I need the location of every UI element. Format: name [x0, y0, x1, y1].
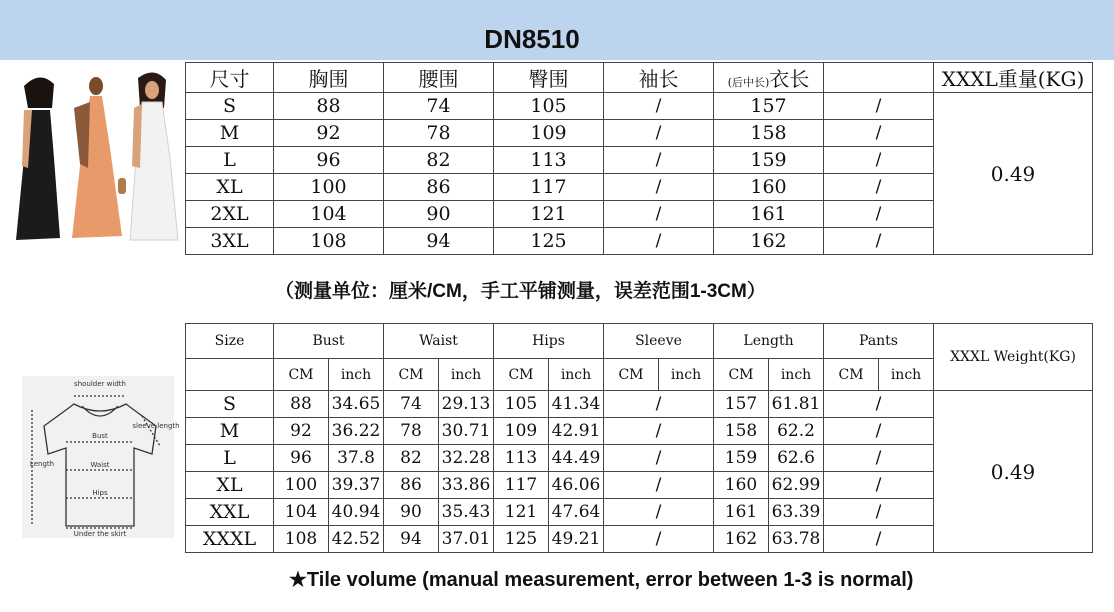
header-waist: Waist: [384, 324, 494, 359]
value-cell: /: [824, 93, 934, 120]
value-cell: 125: [494, 526, 549, 553]
weight-value: 0.49: [934, 93, 1093, 255]
value-cell: 161: [714, 201, 824, 228]
unit-cm: CM: [824, 359, 879, 391]
header-length: [714, 63, 824, 93]
unit-inch: inch: [549, 359, 604, 391]
measurement-note-cn: （测量单位：厘米/CM，手工平铺测量，误差范围1-3CM）: [275, 281, 766, 302]
value-cell: 157: [714, 93, 824, 120]
unit-inch: inch: [659, 359, 714, 391]
value-cell: 158: [714, 120, 824, 147]
header-sleeve: Sleeve: [604, 324, 714, 359]
value-cell: /: [604, 391, 714, 418]
value-cell: 105: [494, 391, 549, 418]
table-row: [186, 391, 1093, 418]
value-cell: /: [824, 147, 934, 174]
value-cell: 104: [274, 201, 384, 228]
value-cell: 78: [384, 120, 494, 147]
value-cell: /: [604, 418, 714, 445]
sketch-length-label: Length: [29, 460, 55, 468]
value-cell: 158: [714, 418, 769, 445]
footer-note: ★Tile volume (manual measurement, error between 1-3 is normal): [289, 569, 914, 591]
product-code-title: DN8510: [484, 24, 580, 54]
size-cell: XXXL: [186, 526, 274, 553]
unit-inch: inch: [329, 359, 384, 391]
value-cell: 92: [274, 418, 329, 445]
weight-value: 0.49: [934, 391, 1093, 553]
size-cell: S: [186, 391, 274, 418]
value-cell: 78: [384, 418, 439, 445]
size-cell: 3XL: [186, 228, 274, 255]
header-weight: XXXL重量(KG): [934, 63, 1093, 93]
header-blank: [824, 63, 934, 93]
value-cell: 162: [714, 228, 824, 255]
unit-cm: CM: [604, 359, 659, 391]
size-cell: XXL: [186, 499, 274, 526]
value-cell: 82: [384, 445, 439, 472]
value-cell: 160: [714, 472, 769, 499]
sketch-shoulder-label: shoulder width: [74, 380, 126, 388]
length-label: 衣长: [769, 67, 810, 91]
value-cell: 47.64: [549, 499, 604, 526]
size-cell: S: [186, 93, 274, 120]
product-photo: [10, 68, 180, 250]
sketch-sleeve-label: sleeve length: [132, 422, 180, 430]
value-cell: 162: [714, 526, 769, 553]
size-cell: 2XL: [186, 201, 274, 228]
value-cell: 88: [274, 93, 384, 120]
value-cell: /: [824, 472, 934, 499]
value-cell: 108: [274, 526, 329, 553]
table-row: [186, 93, 1093, 120]
value-cell: /: [604, 445, 714, 472]
header-waist: 腰围: [384, 63, 494, 93]
value-cell: 39.37: [329, 472, 384, 499]
value-cell: 63.39: [769, 499, 824, 526]
value-cell: 159: [714, 147, 824, 174]
measurement-sketch: [22, 376, 180, 538]
value-cell: 159: [714, 445, 769, 472]
header-hips: Hips: [494, 324, 604, 359]
value-cell: /: [604, 174, 714, 201]
value-cell: 37.8: [329, 445, 384, 472]
value-cell: /: [824, 445, 934, 472]
value-cell: 35.43: [439, 499, 494, 526]
value-cell: /: [604, 147, 714, 174]
value-cell: 117: [494, 472, 549, 499]
header-length: Length: [714, 324, 824, 359]
value-cell: 30.71: [439, 418, 494, 445]
value-cell: /: [824, 120, 934, 147]
value-cell: /: [604, 228, 714, 255]
value-cell: /: [604, 472, 714, 499]
value-cell: /: [604, 93, 714, 120]
size-table-en: [185, 323, 1093, 553]
value-cell: 113: [494, 147, 604, 174]
value-cell: 74: [384, 93, 494, 120]
value-cell: 32.28: [439, 445, 494, 472]
header-sleeve: 袖长: [604, 63, 714, 93]
unit-cm: CM: [714, 359, 769, 391]
value-cell: 61.81: [769, 391, 824, 418]
value-cell: 121: [494, 499, 549, 526]
model-black-jumpsuit: [16, 77, 60, 240]
value-cell: 96: [274, 445, 329, 472]
sketch-under-label: Under the skirt: [73, 530, 127, 538]
unit-cm: CM: [384, 359, 439, 391]
value-cell: 104: [274, 499, 329, 526]
value-cell: 157: [714, 391, 769, 418]
value-cell: 37.01: [439, 526, 494, 553]
header-bust: 胸围: [274, 63, 384, 93]
unit-blank: [186, 359, 274, 391]
value-cell: 62.99: [769, 472, 824, 499]
value-cell: /: [824, 201, 934, 228]
unit-inch: inch: [439, 359, 494, 391]
header-hips: 臀围: [494, 63, 604, 93]
header-pants: Pants: [824, 324, 934, 359]
header-bust: Bust: [274, 324, 384, 359]
value-cell: /: [824, 418, 934, 445]
value-cell: 44.49: [549, 445, 604, 472]
value-cell: 36.22: [329, 418, 384, 445]
value-cell: 63.78: [769, 526, 824, 553]
size-cell: XL: [186, 174, 274, 201]
value-cell: 109: [494, 418, 549, 445]
model-white-jumpsuit: [130, 72, 178, 240]
value-cell: 88: [274, 391, 329, 418]
value-cell: 74: [384, 391, 439, 418]
table-header-row: [186, 63, 1093, 93]
value-cell: 92: [274, 120, 384, 147]
value-cell: 41.34: [549, 391, 604, 418]
value-cell: /: [604, 120, 714, 147]
value-cell: 113: [494, 445, 549, 472]
value-cell: 90: [384, 201, 494, 228]
value-cell: 86: [384, 472, 439, 499]
length-prefix: (后中长): [727, 76, 770, 89]
size-cell: M: [186, 120, 274, 147]
value-cell: 125: [494, 228, 604, 255]
value-cell: /: [824, 228, 934, 255]
value-cell: 82: [384, 147, 494, 174]
size-cell: L: [186, 445, 274, 472]
value-cell: /: [824, 526, 934, 553]
table-header-row: [186, 324, 1093, 359]
value-cell: /: [604, 201, 714, 228]
value-cell: 42.91: [549, 418, 604, 445]
model-orange-jumpsuit: [72, 77, 126, 238]
value-cell: 160: [714, 174, 824, 201]
value-cell: 108: [274, 228, 384, 255]
value-cell: /: [824, 391, 934, 418]
value-cell: 105: [494, 93, 604, 120]
value-cell: /: [604, 526, 714, 553]
value-cell: 94: [384, 526, 439, 553]
value-cell: 49.21: [549, 526, 604, 553]
value-cell: 121: [494, 201, 604, 228]
value-cell: 33.86: [439, 472, 494, 499]
value-cell: /: [824, 174, 934, 201]
value-cell: 62.2: [769, 418, 824, 445]
header-size: Size: [186, 324, 274, 359]
size-table-cn: [185, 62, 1093, 255]
value-cell: 29.13: [439, 391, 494, 418]
value-cell: 46.06: [549, 472, 604, 499]
sketch-waist-label: Waist: [90, 461, 110, 469]
value-cell: 40.94: [329, 499, 384, 526]
value-cell: 42.52: [329, 526, 384, 553]
size-cell: XL: [186, 472, 274, 499]
size-cell: L: [186, 147, 274, 174]
value-cell: 117: [494, 174, 604, 201]
sketch-bust-label: Bust: [92, 432, 108, 440]
size-cell: M: [186, 418, 274, 445]
header-size: 尺寸: [186, 63, 274, 93]
value-cell: 34.65: [329, 391, 384, 418]
unit-inch: inch: [879, 359, 934, 391]
value-cell: 86: [384, 174, 494, 201]
header-weight: XXXL Weight(KG): [934, 324, 1093, 391]
value-cell: 161: [714, 499, 769, 526]
value-cell: 109: [494, 120, 604, 147]
sketch-hips-label: Hips: [92, 489, 108, 497]
value-cell: 100: [274, 472, 329, 499]
value-cell: 90: [384, 499, 439, 526]
value-cell: 96: [274, 147, 384, 174]
unit-cm: CM: [494, 359, 549, 391]
unit-inch: inch: [769, 359, 824, 391]
unit-cm: CM: [274, 359, 329, 391]
value-cell: /: [824, 499, 934, 526]
value-cell: /: [604, 499, 714, 526]
value-cell: 100: [274, 174, 384, 201]
value-cell: 94: [384, 228, 494, 255]
value-cell: 62.6: [769, 445, 824, 472]
